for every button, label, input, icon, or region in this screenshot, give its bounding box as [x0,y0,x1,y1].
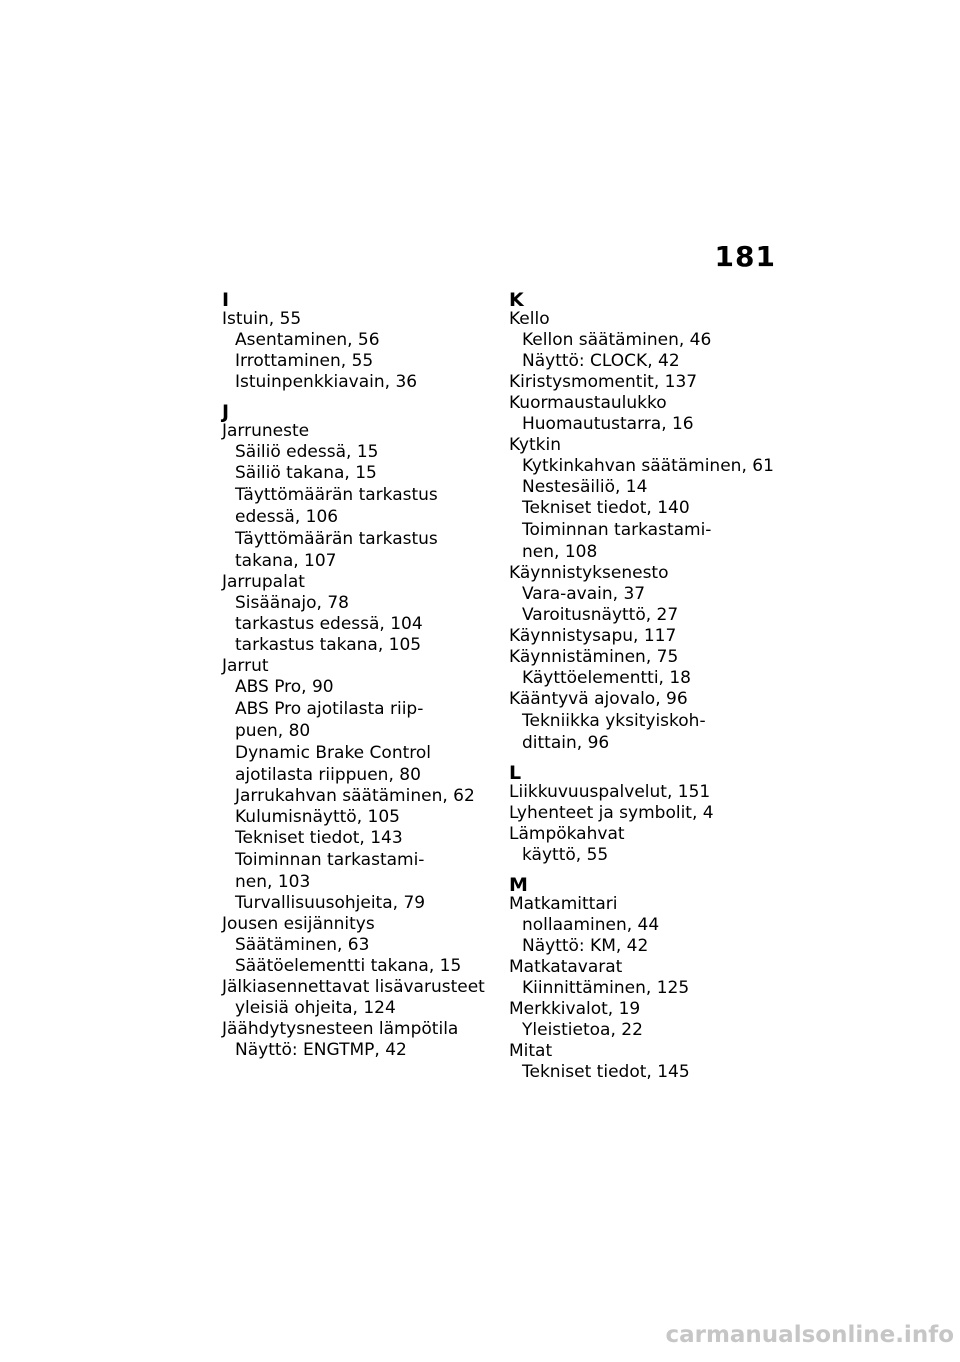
index-subentry: Toiminnan tarkastami- nen, 108 [522,520,712,562]
index-section-i [222,291,492,393]
index-subentry: Näyttö: ENGTMP, 42 [235,1040,407,1060]
index-subentry: Istuinpenkkiavain, 36 [235,372,418,392]
index-entry: Matkatavarat [509,957,623,977]
section-letter: K [509,289,524,311]
index-subentry: Turvallisuusohjeita, 79 [235,893,426,913]
index-subentry: Kytkinkahvan säätäminen, 61 [522,456,774,476]
page-number: 181 [714,240,776,273]
index-subentry: ABS Pro, 90 [235,677,334,697]
index-entry: Istuin, 55 [222,309,302,329]
index-entry: Lämpökahvat [509,824,625,844]
index-entry: Lyhenteet ja symbolit, 4 [509,803,714,823]
index-subentry: Varoitusnäyttö, 27 [522,605,679,625]
index-section-k [509,291,784,754]
index-subentry: Säiliö takana, 15 [235,463,377,483]
index-subentry: Tekniset tiedot, 145 [522,1062,690,1082]
index-subentry: Säätöelementti takana, 15 [235,956,462,976]
index-entry: Matkamittari [509,894,618,914]
index-entry: Mitat [509,1041,553,1061]
index-column-left [222,291,492,1061]
index-subentry: tarkastus edessä, 104 [235,614,423,634]
index-subentry: käyttö, 55 [522,845,609,865]
section-letter: I [222,289,230,311]
index-entry: Jarrupalat [222,572,305,592]
index-subentry: Tekniset tiedot, 140 [522,498,690,518]
index-entry: Jäähdytysnesteen lämpötila [222,1019,459,1039]
index-section-j [222,403,492,1061]
index-subentry: Täyttömäärän tarkastus takana, 107 [235,529,438,571]
section-letter: J [222,401,230,423]
index-subentry: Säiliö edessä, 15 [235,442,379,462]
index-subentry: Huomautustarra, 16 [522,414,694,434]
index-subentry: Näyttö: KM, 42 [522,936,649,956]
index-subentry: Käyttöelementti, 18 [522,668,691,688]
index-subentry: Kellon säätäminen, 46 [522,330,712,350]
watermark: carmanualsonline.info [665,1322,954,1348]
index-entry: Kääntyvä ajovalo, 96 [509,689,688,709]
index-entry: Jälkiasennettavat lisävarusteet [222,977,485,997]
index-subentry: Tekniikka yksityiskoh- dittain, 96 [522,711,706,753]
index-entry: Jarruneste [222,421,310,441]
index-entry: Kiristysmomentit, 137 [509,372,698,392]
index-subentry: Yleistietoa, 22 [522,1020,643,1040]
index-entry: Käynnistyksenesto [509,563,669,583]
index-subentry: Näyttö: CLOCK, 42 [522,351,680,371]
index-section-m [509,876,784,1083]
index-entry: Jarrut [222,656,269,676]
index-subentry: ABS Pro ajotilasta riip- puen, 80 [235,699,424,741]
index-subentry: Kiinnittäminen, 125 [522,978,690,998]
index-subentry: yleisiä ohjeita, 124 [235,998,396,1018]
index-entry: Kello [509,309,550,329]
index-subentry: Sisäänajo, 78 [235,593,349,613]
index-subentry: Tekniset tiedot, 143 [235,828,403,848]
index-subentry: Jarrukahvan säätäminen, 62 [235,786,475,806]
index-subentry: Kulumisnäyttö, 105 [235,807,400,827]
index-entry: Käynnistysapu, 117 [509,626,677,646]
index-subentry: Dynamic Brake Control ajotilasta riippuen, 80 [235,743,431,785]
index-subentry: Täyttömäärän tarkastus edessä, 106 [235,485,438,527]
section-letter: L [509,762,522,784]
index-subentry: Nestesäiliö, 14 [522,477,648,497]
index-subentry: Vara-avain, 37 [522,584,646,604]
index-subentry: tarkastus takana, 105 [235,635,422,655]
index-subentry: nollaaminen, 44 [522,915,660,935]
index-subentry: Irrottaminen, 55 [235,351,374,371]
index-entry: Jousen esijännitys [222,914,375,934]
index-subentry: Asentaminen, 56 [235,330,380,350]
index-entry: Käynnistäminen, 75 [509,647,679,667]
index-entry: Kytkin [509,435,561,455]
index-subentry: Toiminnan tarkastami- nen, 103 [235,850,425,892]
index-section-l [509,764,784,866]
index-entry: Kuormaustaulukko [509,393,667,413]
index-subentry: Säätäminen, 63 [235,935,370,955]
index-column-right [509,291,784,1083]
section-letter: M [509,874,528,896]
index-entry: Merkkivalot, 19 [509,999,641,1019]
index-entry: Liikkuvuuspalvelut, 151 [509,782,711,802]
